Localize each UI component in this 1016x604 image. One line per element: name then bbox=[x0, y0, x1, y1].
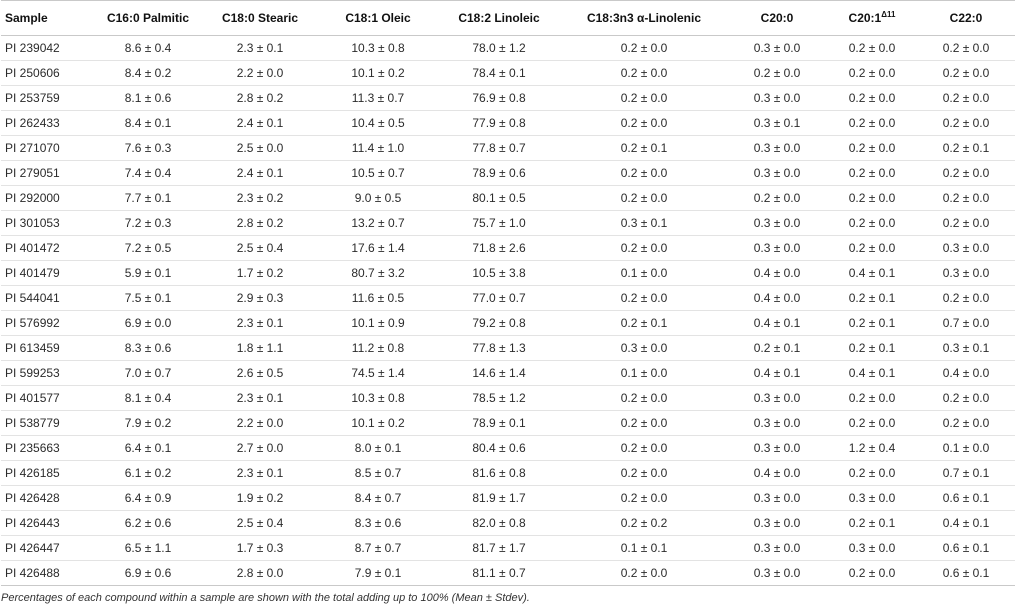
value-cell: 2.3 ± 0.2 bbox=[201, 186, 319, 211]
column-header bbox=[319, 1, 437, 36]
value-cell: 2.3 ± 0.1 bbox=[201, 36, 319, 61]
sample-id-cell: PI 538779 bbox=[1, 411, 95, 436]
sample-id-cell: PI 271070 bbox=[1, 136, 95, 161]
table-row bbox=[1, 261, 1015, 286]
value-cell: 10.5 ± 0.7 bbox=[319, 161, 437, 186]
table-row bbox=[1, 86, 1015, 111]
value-cell: 7.5 ± 0.1 bbox=[95, 286, 201, 311]
value-cell: 1.8 ± 1.1 bbox=[201, 336, 319, 361]
value-cell: 0.2 ± 0.0 bbox=[827, 136, 917, 161]
value-cell: 0.2 ± 0.0 bbox=[561, 486, 727, 511]
column-header-label: C20:1 bbox=[848, 11, 882, 25]
value-cell: 0.2 ± 0.0 bbox=[561, 161, 727, 186]
value-cell: 8.5 ± 0.7 bbox=[319, 461, 437, 486]
value-cell: 0.3 ± 0.0 bbox=[727, 86, 827, 111]
table-row bbox=[1, 361, 1015, 386]
value-cell: 0.3 ± 0.0 bbox=[727, 411, 827, 436]
value-cell: 7.4 ± 0.4 bbox=[95, 161, 201, 186]
value-cell: 0.4 ± 0.0 bbox=[727, 461, 827, 486]
value-cell: 0.2 ± 0.0 bbox=[917, 211, 1015, 236]
value-cell: 0.4 ± 0.0 bbox=[917, 361, 1015, 386]
value-cell: 0.2 ± 0.0 bbox=[561, 186, 727, 211]
value-cell: 0.2 ± 0.0 bbox=[827, 161, 917, 186]
value-cell: 7.6 ± 0.3 bbox=[95, 136, 201, 161]
table-header bbox=[1, 1, 1015, 36]
value-cell: 8.4 ± 0.2 bbox=[95, 61, 201, 86]
table-row bbox=[1, 486, 1015, 511]
value-cell: 1.7 ± 0.2 bbox=[201, 261, 319, 286]
value-cell: 5.9 ± 0.1 bbox=[95, 261, 201, 286]
value-cell: 0.4 ± 0.1 bbox=[917, 511, 1015, 536]
value-cell: 0.2 ± 0.0 bbox=[727, 186, 827, 211]
value-cell: 0.2 ± 0.1 bbox=[827, 311, 917, 336]
value-cell: 0.4 ± 0.0 bbox=[727, 286, 827, 311]
column-header-label: C18:2 Linoleic bbox=[458, 11, 540, 25]
value-cell: 14.6 ± 1.4 bbox=[437, 361, 561, 386]
value-cell: 0.2 ± 0.0 bbox=[827, 211, 917, 236]
value-cell: 2.8 ± 0.2 bbox=[201, 211, 319, 236]
sample-id-cell: PI 262433 bbox=[1, 111, 95, 136]
value-cell: 0.2 ± 0.0 bbox=[561, 411, 727, 436]
sample-id-cell: PI 401472 bbox=[1, 236, 95, 261]
value-cell: 8.0 ± 0.1 bbox=[319, 436, 437, 461]
value-cell: 0.3 ± 0.1 bbox=[917, 336, 1015, 361]
value-cell: 2.6 ± 0.5 bbox=[201, 361, 319, 386]
table-row bbox=[1, 386, 1015, 411]
value-cell: 0.2 ± 0.0 bbox=[561, 286, 727, 311]
value-cell: 78.9 ± 0.6 bbox=[437, 161, 561, 186]
table-row bbox=[1, 211, 1015, 236]
value-cell: 0.3 ± 0.0 bbox=[727, 161, 827, 186]
value-cell: 2.2 ± 0.0 bbox=[201, 61, 319, 86]
value-cell: 81.9 ± 1.7 bbox=[437, 486, 561, 511]
column-header bbox=[727, 1, 827, 36]
value-cell: 79.2 ± 0.8 bbox=[437, 311, 561, 336]
sample-id-cell: PI 576992 bbox=[1, 311, 95, 336]
value-cell: 10.1 ± 0.2 bbox=[319, 411, 437, 436]
value-cell: 0.2 ± 0.0 bbox=[827, 86, 917, 111]
value-cell: 0.6 ± 0.1 bbox=[917, 486, 1015, 511]
value-cell: 0.2 ± 0.1 bbox=[827, 286, 917, 311]
value-cell: 0.2 ± 0.1 bbox=[561, 136, 727, 161]
value-cell: 2.8 ± 0.0 bbox=[201, 561, 319, 586]
value-cell: 78.4 ± 0.1 bbox=[437, 61, 561, 86]
value-cell: 0.3 ± 0.0 bbox=[727, 561, 827, 586]
value-cell: 0.6 ± 0.1 bbox=[917, 561, 1015, 586]
value-cell: 0.2 ± 0.1 bbox=[827, 511, 917, 536]
value-cell: 2.4 ± 0.1 bbox=[201, 161, 319, 186]
column-header-label: C18:0 Stearic bbox=[221, 11, 299, 25]
value-cell: 2.5 ± 0.4 bbox=[201, 511, 319, 536]
column-header bbox=[917, 1, 1015, 36]
value-cell: 8.6 ± 0.4 bbox=[95, 36, 201, 61]
value-cell: 6.9 ± 0.6 bbox=[95, 561, 201, 586]
value-cell: 2.9 ± 0.3 bbox=[201, 286, 319, 311]
column-header bbox=[827, 1, 917, 36]
value-cell: 2.5 ± 0.0 bbox=[201, 136, 319, 161]
value-cell: 2.3 ± 0.1 bbox=[201, 311, 319, 336]
sample-id-cell: PI 239042 bbox=[1, 36, 95, 61]
value-cell: 0.4 ± 0.1 bbox=[727, 361, 827, 386]
value-cell: 8.7 ± 0.7 bbox=[319, 536, 437, 561]
value-cell: 8.3 ± 0.6 bbox=[95, 336, 201, 361]
value-cell: 0.1 ± 0.0 bbox=[561, 361, 727, 386]
value-cell: 10.1 ± 0.9 bbox=[319, 311, 437, 336]
value-cell: 0.1 ± 0.1 bbox=[561, 536, 727, 561]
value-cell: 0.2 ± 0.0 bbox=[827, 561, 917, 586]
value-cell: 0.4 ± 0.1 bbox=[827, 261, 917, 286]
sample-id-cell: PI 292000 bbox=[1, 186, 95, 211]
value-cell: 6.9 ± 0.0 bbox=[95, 311, 201, 336]
column-header-superscript: Δ11 bbox=[881, 10, 896, 19]
value-cell: 76.9 ± 0.8 bbox=[437, 86, 561, 111]
value-cell: 81.7 ± 1.7 bbox=[437, 536, 561, 561]
value-cell: 0.3 ± 0.0 bbox=[727, 436, 827, 461]
value-cell: 11.2 ± 0.8 bbox=[319, 336, 437, 361]
value-cell: 0.2 ± 0.0 bbox=[561, 561, 727, 586]
value-cell: 0.3 ± 0.0 bbox=[561, 336, 727, 361]
value-cell: 8.1 ± 0.4 bbox=[95, 386, 201, 411]
value-cell: 0.4 ± 0.1 bbox=[727, 311, 827, 336]
column-header-label: Sample bbox=[5, 11, 48, 25]
value-cell: 0.3 ± 0.0 bbox=[727, 511, 827, 536]
value-cell: 0.2 ± 0.0 bbox=[917, 161, 1015, 186]
column-header bbox=[437, 1, 561, 36]
value-cell: 0.2 ± 0.2 bbox=[561, 511, 727, 536]
value-cell: 0.2 ± 0.0 bbox=[827, 186, 917, 211]
value-cell: 0.2 ± 0.0 bbox=[917, 36, 1015, 61]
value-cell: 0.2 ± 0.0 bbox=[827, 36, 917, 61]
value-cell: 8.1 ± 0.6 bbox=[95, 86, 201, 111]
value-cell: 71.8 ± 2.6 bbox=[437, 236, 561, 261]
value-cell: 10.4 ± 0.5 bbox=[319, 111, 437, 136]
value-cell: 0.2 ± 0.1 bbox=[727, 336, 827, 361]
sample-id-cell: PI 426428 bbox=[1, 486, 95, 511]
value-cell: 2.5 ± 0.4 bbox=[201, 236, 319, 261]
value-cell: 0.7 ± 0.0 bbox=[917, 311, 1015, 336]
column-header-label: C18:1 Oleic bbox=[345, 11, 411, 25]
value-cell: 0.2 ± 0.0 bbox=[561, 461, 727, 486]
value-cell: 0.7 ± 0.1 bbox=[917, 461, 1015, 486]
value-cell: 74.5 ± 1.4 bbox=[319, 361, 437, 386]
value-cell: 0.3 ± 0.1 bbox=[561, 211, 727, 236]
value-cell: 2.3 ± 0.1 bbox=[201, 386, 319, 411]
table-row bbox=[1, 411, 1015, 436]
value-cell: 77.9 ± 0.8 bbox=[437, 111, 561, 136]
column-header-label: C22:0 bbox=[949, 11, 983, 25]
sample-id-cell: PI 279051 bbox=[1, 161, 95, 186]
table-row bbox=[1, 286, 1015, 311]
table-row bbox=[1, 311, 1015, 336]
value-cell: 8.4 ± 0.1 bbox=[95, 111, 201, 136]
value-cell: 0.2 ± 0.0 bbox=[727, 61, 827, 86]
table-row bbox=[1, 436, 1015, 461]
table-row bbox=[1, 461, 1015, 486]
value-cell: 0.3 ± 0.0 bbox=[727, 386, 827, 411]
value-cell: 7.9 ± 0.2 bbox=[95, 411, 201, 436]
value-cell: 0.3 ± 0.0 bbox=[727, 211, 827, 236]
value-cell: 0.2 ± 0.0 bbox=[561, 61, 727, 86]
table-row bbox=[1, 61, 1015, 86]
value-cell: 2.7 ± 0.0 bbox=[201, 436, 319, 461]
value-cell: 0.3 ± 0.0 bbox=[727, 536, 827, 561]
value-cell: 0.1 ± 0.0 bbox=[917, 436, 1015, 461]
sample-id-cell: PI 250606 bbox=[1, 61, 95, 86]
value-cell: 0.2 ± 0.0 bbox=[827, 411, 917, 436]
value-cell: 7.9 ± 0.1 bbox=[319, 561, 437, 586]
value-cell: 0.3 ± 0.0 bbox=[727, 36, 827, 61]
value-cell: 0.2 ± 0.1 bbox=[827, 336, 917, 361]
value-cell: 78.0 ± 1.2 bbox=[437, 36, 561, 61]
table-body bbox=[1, 36, 1015, 586]
value-cell: 10.5 ± 3.8 bbox=[437, 261, 561, 286]
value-cell: 0.2 ± 0.1 bbox=[917, 136, 1015, 161]
value-cell: 0.2 ± 0.0 bbox=[561, 86, 727, 111]
table-row bbox=[1, 536, 1015, 561]
value-cell: 0.3 ± 0.0 bbox=[917, 236, 1015, 261]
value-cell: 81.6 ± 0.8 bbox=[437, 461, 561, 486]
value-cell: 6.4 ± 0.9 bbox=[95, 486, 201, 511]
table-row bbox=[1, 336, 1015, 361]
value-cell: 0.2 ± 0.0 bbox=[917, 286, 1015, 311]
header-row bbox=[1, 1, 1015, 36]
value-cell: 10.3 ± 0.8 bbox=[319, 386, 437, 411]
value-cell: 0.1 ± 0.0 bbox=[561, 261, 727, 286]
column-header bbox=[201, 1, 319, 36]
value-cell: 1.7 ± 0.3 bbox=[201, 536, 319, 561]
value-cell: 78.9 ± 0.1 bbox=[437, 411, 561, 436]
value-cell: 11.4 ± 1.0 bbox=[319, 136, 437, 161]
value-cell: 0.3 ± 0.0 bbox=[917, 261, 1015, 286]
value-cell: 6.2 ± 0.6 bbox=[95, 511, 201, 536]
table-row bbox=[1, 136, 1015, 161]
value-cell: 0.2 ± 0.0 bbox=[561, 236, 727, 261]
fatty-acid-table bbox=[1, 0, 1015, 586]
value-cell: 1.9 ± 0.2 bbox=[201, 486, 319, 511]
value-cell: 6.5 ± 1.1 bbox=[95, 536, 201, 561]
value-cell: 8.4 ± 0.7 bbox=[319, 486, 437, 511]
value-cell: 11.6 ± 0.5 bbox=[319, 286, 437, 311]
column-header-label: C18:3n3 α-Linolenic bbox=[586, 11, 702, 25]
value-cell: 0.3 ± 0.0 bbox=[727, 236, 827, 261]
column-header bbox=[561, 1, 727, 36]
value-cell: 2.2 ± 0.0 bbox=[201, 411, 319, 436]
value-cell: 0.2 ± 0.0 bbox=[917, 111, 1015, 136]
value-cell: 13.2 ± 0.7 bbox=[319, 211, 437, 236]
value-cell: 0.2 ± 0.0 bbox=[827, 111, 917, 136]
value-cell: 0.3 ± 0.0 bbox=[827, 486, 917, 511]
value-cell: 0.2 ± 0.0 bbox=[561, 111, 727, 136]
value-cell: 10.1 ± 0.2 bbox=[319, 61, 437, 86]
value-cell: 11.3 ± 0.7 bbox=[319, 86, 437, 111]
table-row bbox=[1, 561, 1015, 586]
value-cell: 0.2 ± 0.0 bbox=[917, 61, 1015, 86]
value-cell: 78.5 ± 1.2 bbox=[437, 386, 561, 411]
sample-id-cell: PI 401577 bbox=[1, 386, 95, 411]
sample-id-cell: PI 235663 bbox=[1, 436, 95, 461]
column-header-label: C16:0 Palmitic bbox=[106, 11, 190, 25]
value-cell: 77.8 ± 1.3 bbox=[437, 336, 561, 361]
value-cell: 7.7 ± 0.1 bbox=[95, 186, 201, 211]
value-cell: 0.2 ± 0.0 bbox=[561, 436, 727, 461]
value-cell: 0.2 ± 0.0 bbox=[561, 386, 727, 411]
sample-id-cell: PI 401479 bbox=[1, 261, 95, 286]
value-cell: 2.8 ± 0.2 bbox=[201, 86, 319, 111]
value-cell: 0.2 ± 0.0 bbox=[917, 186, 1015, 211]
table-footnote: Percentages of each compound within a sample are shown with the total adding up to 100% (Mean ± Stdev). bbox=[1, 592, 530, 604]
sample-id-cell: PI 544041 bbox=[1, 286, 95, 311]
value-cell: 80.4 ± 0.6 bbox=[437, 436, 561, 461]
sample-id-cell: PI 599253 bbox=[1, 361, 95, 386]
value-cell: 0.2 ± 0.0 bbox=[917, 411, 1015, 436]
value-cell: 2.4 ± 0.1 bbox=[201, 111, 319, 136]
table-row bbox=[1, 161, 1015, 186]
value-cell: 77.0 ± 0.7 bbox=[437, 286, 561, 311]
sample-id-cell: PI 426488 bbox=[1, 561, 95, 586]
table-row bbox=[1, 511, 1015, 536]
value-cell: 0.6 ± 0.1 bbox=[917, 536, 1015, 561]
value-cell: 0.4 ± 0.0 bbox=[727, 261, 827, 286]
value-cell: 7.2 ± 0.5 bbox=[95, 236, 201, 261]
value-cell: 9.0 ± 0.5 bbox=[319, 186, 437, 211]
value-cell: 0.3 ± 0.1 bbox=[727, 111, 827, 136]
value-cell: 7.0 ± 0.7 bbox=[95, 361, 201, 386]
column-header bbox=[1, 1, 95, 36]
sample-id-cell: PI 426447 bbox=[1, 536, 95, 561]
value-cell: 0.3 ± 0.0 bbox=[727, 486, 827, 511]
value-cell: 0.2 ± 0.0 bbox=[827, 236, 917, 261]
sample-id-cell: PI 301053 bbox=[1, 211, 95, 236]
value-cell: 0.2 ± 0.0 bbox=[827, 461, 917, 486]
sample-id-cell: PI 426443 bbox=[1, 511, 95, 536]
value-cell: 82.0 ± 0.8 bbox=[437, 511, 561, 536]
value-cell: 0.2 ± 0.0 bbox=[827, 386, 917, 411]
value-cell: 0.2 ± 0.0 bbox=[561, 36, 727, 61]
table-row bbox=[1, 236, 1015, 261]
value-cell: 7.2 ± 0.3 bbox=[95, 211, 201, 236]
value-cell: 75.7 ± 1.0 bbox=[437, 211, 561, 236]
table-row bbox=[1, 186, 1015, 211]
value-cell: 6.1 ± 0.2 bbox=[95, 461, 201, 486]
column-header-label: C20:0 bbox=[760, 11, 794, 25]
value-cell: 1.2 ± 0.4 bbox=[827, 436, 917, 461]
value-cell: 0.2 ± 0.1 bbox=[561, 311, 727, 336]
value-cell: 0.3 ± 0.0 bbox=[827, 536, 917, 561]
sample-id-cell: PI 253759 bbox=[1, 86, 95, 111]
value-cell: 0.2 ± 0.0 bbox=[917, 386, 1015, 411]
sample-id-cell: PI 613459 bbox=[1, 336, 95, 361]
table-row bbox=[1, 36, 1015, 61]
value-cell: 81.1 ± 0.7 bbox=[437, 561, 561, 586]
value-cell: 17.6 ± 1.4 bbox=[319, 236, 437, 261]
column-header bbox=[95, 1, 201, 36]
value-cell: 0.2 ± 0.0 bbox=[917, 86, 1015, 111]
value-cell: 8.3 ± 0.6 bbox=[319, 511, 437, 536]
value-cell: 2.3 ± 0.1 bbox=[201, 461, 319, 486]
value-cell: 0.3 ± 0.0 bbox=[727, 136, 827, 161]
value-cell: 0.2 ± 0.0 bbox=[827, 61, 917, 86]
value-cell: 80.7 ± 3.2 bbox=[319, 261, 437, 286]
value-cell: 77.8 ± 0.7 bbox=[437, 136, 561, 161]
value-cell: 10.3 ± 0.8 bbox=[319, 36, 437, 61]
value-cell: 80.1 ± 0.5 bbox=[437, 186, 561, 211]
table-row bbox=[1, 111, 1015, 136]
value-cell: 0.4 ± 0.1 bbox=[827, 361, 917, 386]
sample-id-cell: PI 426185 bbox=[1, 461, 95, 486]
value-cell: 6.4 ± 0.1 bbox=[95, 436, 201, 461]
